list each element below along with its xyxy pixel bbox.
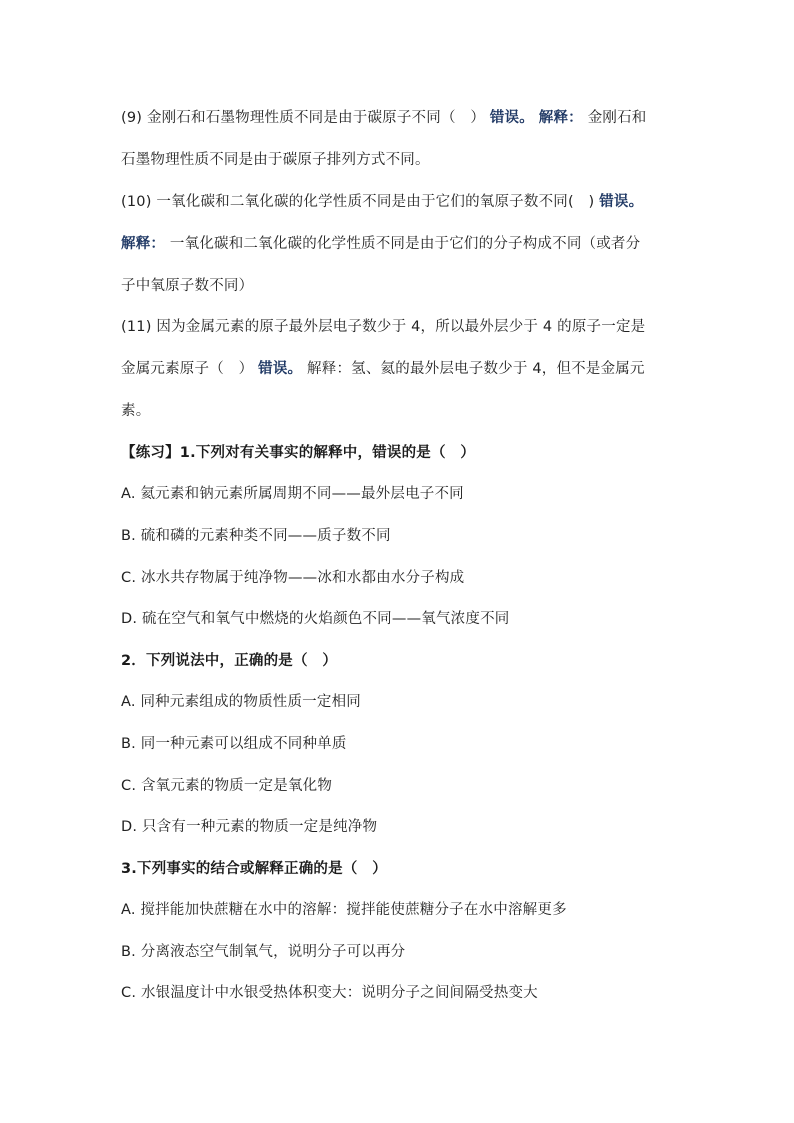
q10-line-2 (121, 234, 640, 254)
q9-line-2 (121, 150, 430, 170)
q11-line-3 (121, 401, 150, 421)
practice3-option-a: A. 搅拌能加快蔗糖在水中的溶解：搅拌能使蔗糖分子在水中溶解更多 (121, 902, 567, 918)
q10-verdict: 错误。 (599, 194, 644, 210)
q10-stem: (10) 一氧化碳和二氧化碳的化学性质不同是由于它们的氧原子数不同( ) (121, 194, 595, 210)
practice2-title: 2．下列说法中，正确的是（ ） (121, 653, 338, 669)
q11-line-1 (121, 317, 645, 337)
q9-line-1 (121, 108, 647, 128)
practice3-option-c: C. 水银温度计中水银受热体积变大：说明分子之间间隔受热变大 (121, 985, 538, 1001)
q10-line-1 (121, 192, 643, 212)
practice2-option-a: A. 同种元素组成的物质性质一定相同 (121, 694, 361, 710)
q10-explain-label: 解释： (121, 236, 166, 252)
q10-explain-text: 一氧化碳和二氧化碳的化学性质不同是由于它们的分子构成不同（或者分 (169, 236, 641, 252)
practice1-option-b: B. 硫和磷的元素种类不同——质子数不同 (121, 528, 391, 544)
practice2-option-c: C. 含氧元素的物质一定是氧化物 (121, 778, 333, 794)
practice1-option-c: C. 冰水共存物属于纯净物——冰和水都由水分子构成 (121, 570, 465, 586)
practice1-option-a: A. 氦元素和钠元素所属周期不同——最外层电子不同 (121, 486, 464, 502)
q11-explain-text: 解释：氢、氦的最外层电子数少于 4，但不是金属元 (307, 361, 645, 377)
practice3-option-b: B. 分离液态空气制氧气，说明分子可以再分 (121, 944, 406, 960)
practice1-option-d: D. 硫在空气和氧气中燃烧的火焰颜色不同——氧气浓度不同 (121, 611, 510, 627)
q11-verdict: 错误。 (258, 361, 303, 377)
q9-explain-text: 金刚石和 (587, 110, 647, 126)
q9-verdict: 错误。 (489, 110, 534, 126)
practice3-title: 3.下列事实的结合或解释正确的是（ ） (121, 861, 387, 877)
q11-line-2 (121, 359, 645, 379)
q9-explain-text-cont: 石墨物理性质不同是由于碳原子排列方式不同。 (121, 152, 430, 168)
practice1-title: 【练习】1.下列对有关事实的解释中，错误的是（ ） (121, 445, 476, 461)
q11-stem: (11) 因为金属元素的原子最外层电子数少于 4，所以最外层少于 4 的原子一定是 (121, 319, 646, 335)
q11-explain-text-cont: 素。 (121, 403, 151, 419)
q10-explain-text-cont: 子中氧原子数不同） (121, 278, 254, 294)
practice2-option-d: D. 只含有一种元素的物质一定是纯净物 (121, 819, 378, 835)
practice2-option-b: B. 同一种元素可以组成不同种单质 (121, 736, 347, 752)
q10-line-3 (121, 276, 253, 296)
q9-explain-label: 解释： (538, 110, 583, 126)
q11-stem-cont: 金属元素原子（ ） (121, 361, 254, 377)
q9-stem: (9) 金刚石和石墨物理性质不同是由于碳原子不同（ ） (121, 110, 486, 126)
